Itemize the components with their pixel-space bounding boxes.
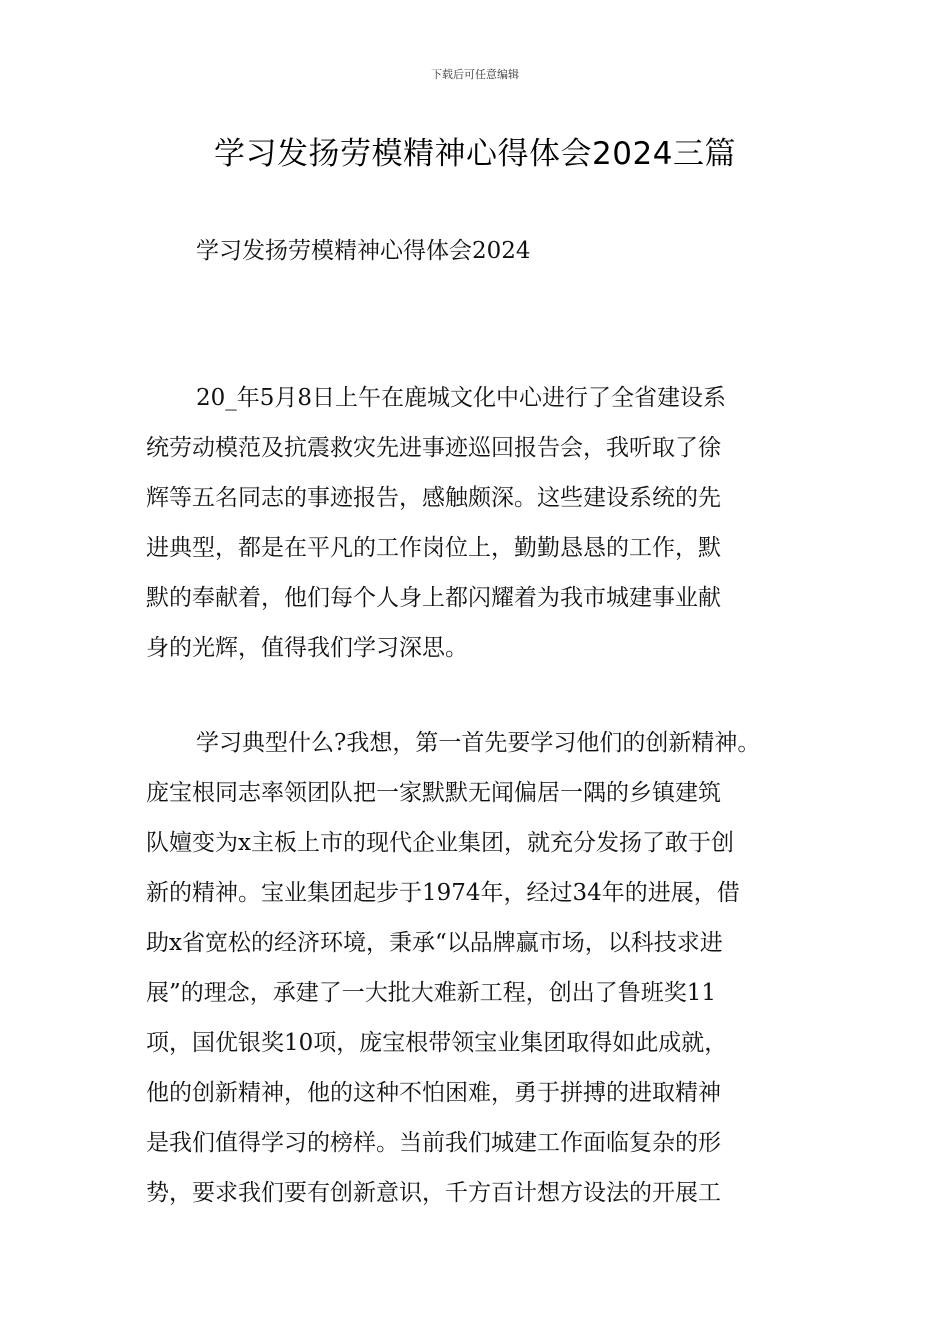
paragraph-line: 庞宝根同志率领团队把一家默默无闻偏居一隅的乡镇建筑 bbox=[146, 780, 721, 806]
header-note: 下载后可任意编辑 bbox=[431, 68, 519, 81]
paragraph-line: 助x省宽松的经济环境，秉承“以品牌赢市场，以科技求进 bbox=[146, 930, 723, 956]
document-title: 学习发扬劳模精神心得体会2024三篇 bbox=[214, 136, 736, 172]
paragraph-1 bbox=[146, 373, 806, 673]
paragraph-line: 队嬗变为x主板上市的现代企业集团，就充分发扬了敢于创 bbox=[146, 830, 734, 856]
paragraph-line: 是我们值得学习的榜样。当前我们城建工作面临复杂的形 bbox=[146, 1130, 721, 1156]
paragraph-2 bbox=[146, 718, 806, 1218]
document-subtitle: 学习发扬劳模精神心得体会2024 bbox=[196, 238, 531, 264]
paragraph-line: 势，要求我们要有创新意识，千方百计想方设法的开展工 bbox=[146, 1180, 721, 1206]
paragraph-line: 统劳动模范及抗震救灾先进事迹巡回报告会，我听取了徐 bbox=[146, 435, 721, 461]
paragraph-line: 20_年5月8日上午在鹿城文化中心进行了全省建设系 bbox=[196, 385, 727, 411]
paragraph-line: 学习典型什么?我想，第一首先要学习他们的创新精神。 bbox=[196, 730, 761, 756]
paragraph-line: 他的创新精神，他的这种不怕困难，勇于拼搏的进取精神 bbox=[146, 1080, 721, 1106]
paragraph-line: 展”的理念，承建了一大批大难新工程，创出了鲁班奖11 bbox=[146, 980, 717, 1006]
paragraph-line: 新的精神。宝业集团起步于1974年，经过34年的进展，借 bbox=[146, 880, 740, 906]
paragraph-line: 进典型，都是在平凡的工作岗位上，勤勤恳恳的工作，默 bbox=[146, 535, 721, 561]
paragraph-line: 身的光辉，值得我们学习深思。 bbox=[146, 635, 468, 661]
paragraph-line: 项，国优银奖10项，庞宝根带领宝业集团取得如此成就， bbox=[146, 1030, 728, 1056]
paragraph-line: 默的奉献着，他们每个人身上都闪耀着为我市城建事业献 bbox=[146, 585, 721, 611]
paragraph-line: 辉等五名同志的事迹报告，感触颇深。这些建设系统的先 bbox=[146, 485, 721, 511]
